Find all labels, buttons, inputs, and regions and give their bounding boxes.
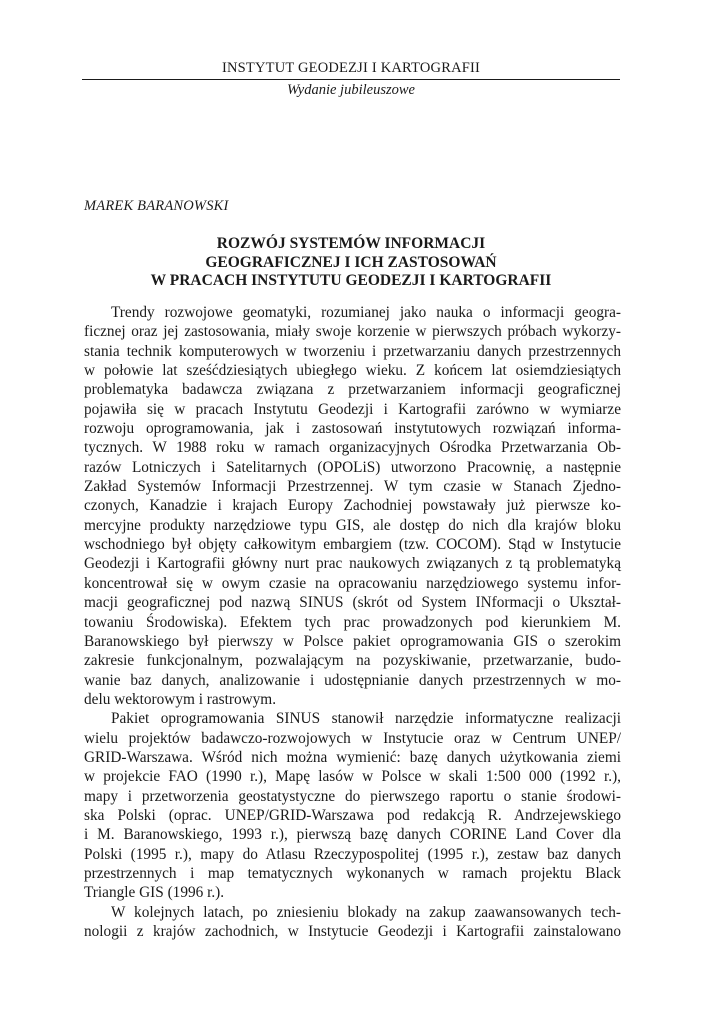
institute-name: INSTYTUT GEODEZJI I KARTOGRAFII xyxy=(221,60,481,76)
paragraph-line: Triangle GIS (1996 r.). xyxy=(84,884,225,902)
paragraph xyxy=(84,709,621,902)
paragraph-line: w projekcie FAO (1990 r.), Mapę lasów w Polsce w skali 1:500 000 (1992 r.), xyxy=(84,768,621,786)
paragraph-line: mapy i przetworzenia geostatystyczne do pierwszego raportu o stanie środowi- xyxy=(84,787,621,805)
paragraph-line: wanie baz danych, analizowanie i udostępnianie danych przestrzennych w mo- xyxy=(84,671,621,689)
edition-subtitle: Wydanie jubileuszowe xyxy=(287,82,415,98)
paragraph-line: rozwoju oprogramowania, jak i zastosowań instytutowych rozwiązań informa- xyxy=(84,420,621,438)
paragraph-line: problematyka badawcza związana z przetwarzaniem informacji geograficznej xyxy=(84,381,621,399)
running-head xyxy=(82,60,620,99)
article-body xyxy=(84,303,621,941)
paragraph-line: stania technik komputerowych w tworzeniu i przetwarzaniu danych przestrzennych xyxy=(84,342,621,360)
paragraph-line: mercyjne produkty narzędziowe typu GIS, ale dostęp do nich dla krajów bloku xyxy=(84,516,621,534)
paragraph-line: koncentrował się w owym czasie na opracowaniu narzędziowego systemu infor- xyxy=(84,574,621,592)
paragraph-line: Pakiet oprogramowania SINUS stanowił narzędzie informatyczne realizacji xyxy=(111,710,621,728)
paragraph-line: czonych, Kanadzie i krajach Europy Zachodniej powstawały już pierwsze ko- xyxy=(84,497,621,515)
paragraph-line: ska Polski (oprac. UNEP/GRID-Warszawa pod redakcją R. Andrzejewskiego xyxy=(84,806,621,824)
paragraph-line: Zakład Systemów Informacji Przestrzennej. W tym czasie w Stanach Zjedno- xyxy=(84,478,621,496)
title-line: GEOGRAFICZNEJ I ICH ZASTOSOWAŃ xyxy=(205,253,497,271)
paragraph-line: ficznej oraz jej zastosowania, miały swoje korzenie w pierwszych próbach wykorzy- xyxy=(84,323,621,341)
paragraph-line: Trendy rozwojowe geomatyki, rozumianej jako nauka o informacji geogra- xyxy=(111,304,621,321)
paragraph-line: tycznych. W 1988 roku w ramach organizacyjnych Ośrodka Przetwarzania Ob- xyxy=(84,439,621,457)
article-title xyxy=(82,235,620,291)
paragraph-line: razów Lotniczych i Satelitarnych (OPOLiS) utworzono Pracownię, a następnie xyxy=(84,458,621,476)
title-line: ROZWÓJ SYSTEMÓW INFORMACJI xyxy=(216,235,486,252)
header-rule xyxy=(82,79,620,80)
paragraph-line: nologii z krajów zachodnich, w Instytucie Geodezji i Kartografii zainstalowano xyxy=(84,923,621,940)
paragraph-line: Polski (1995 r.), mapy do Atlasu Rzeczypospolitej (1995 r.), zestaw baz danych xyxy=(84,845,621,863)
paragraph-line: GRID-Warszawa. Wśród nich można wymienić: bazę danych użytkowania ziemi xyxy=(84,748,621,766)
paragraph-line: w połowie lat sześćdziesiątych ubiegłego wieku. Z końcem lat osiemdziesiątych xyxy=(84,362,621,380)
author-name: MAREK BARANOWSKI xyxy=(84,198,229,214)
paragraph-line: przestrzennych i map tematycznych wykonanych w ramach projektu Black xyxy=(84,864,621,882)
paragraph-line: Baranowskiego był pierwszy w Polsce pakiet oprogramowania GIS o szerokim xyxy=(84,632,621,650)
paragraph-line: macji geograficznej pod nazwą SINUS (skrót od System INformacji o Ukształ- xyxy=(84,594,621,612)
paragraph-line: delu wektorowym i rastrowym. xyxy=(84,690,277,708)
paragraph-line: zakresie funkcjonalnym, pozwalającym na pozyskiwanie, przetwarzanie, budo- xyxy=(84,652,621,670)
paragraph-line: i M. Baranowskiego, 1993 r.), pierwszą bazę danych CORINE Land Cover dla xyxy=(84,826,621,844)
paragraph xyxy=(84,903,621,942)
paragraph-line: wielu projektów badawczo-rozwojowych w Instytucie oraz w Centrum UNEP/ xyxy=(84,729,621,747)
paragraph-line: towaniu Środowiska). Efektem tych prac prowadzonych pod kierunkiem M. xyxy=(84,613,621,631)
paragraph-line: wschodniego był objęty całkowitym embargiem (tzw. COCOM). Stąd w Instytucie xyxy=(84,536,621,554)
paragraph-line: W kolejnych latach, po zniesieniu blokady na zakup zaawansowanych tech- xyxy=(111,903,621,921)
paragraph-line: Geodezji i Kartografii główny nurt prac naukowych związanych z tą problematyką xyxy=(84,555,621,573)
paragraph-line: pojawiła się w pracach Instytutu Geodezji i Kartografii zarówno w wymiarze xyxy=(84,400,621,418)
title-line: W PRACACH INSTYTUTU GEODEZJI I KARTOGRAFII xyxy=(150,272,552,289)
paragraph xyxy=(84,303,621,709)
